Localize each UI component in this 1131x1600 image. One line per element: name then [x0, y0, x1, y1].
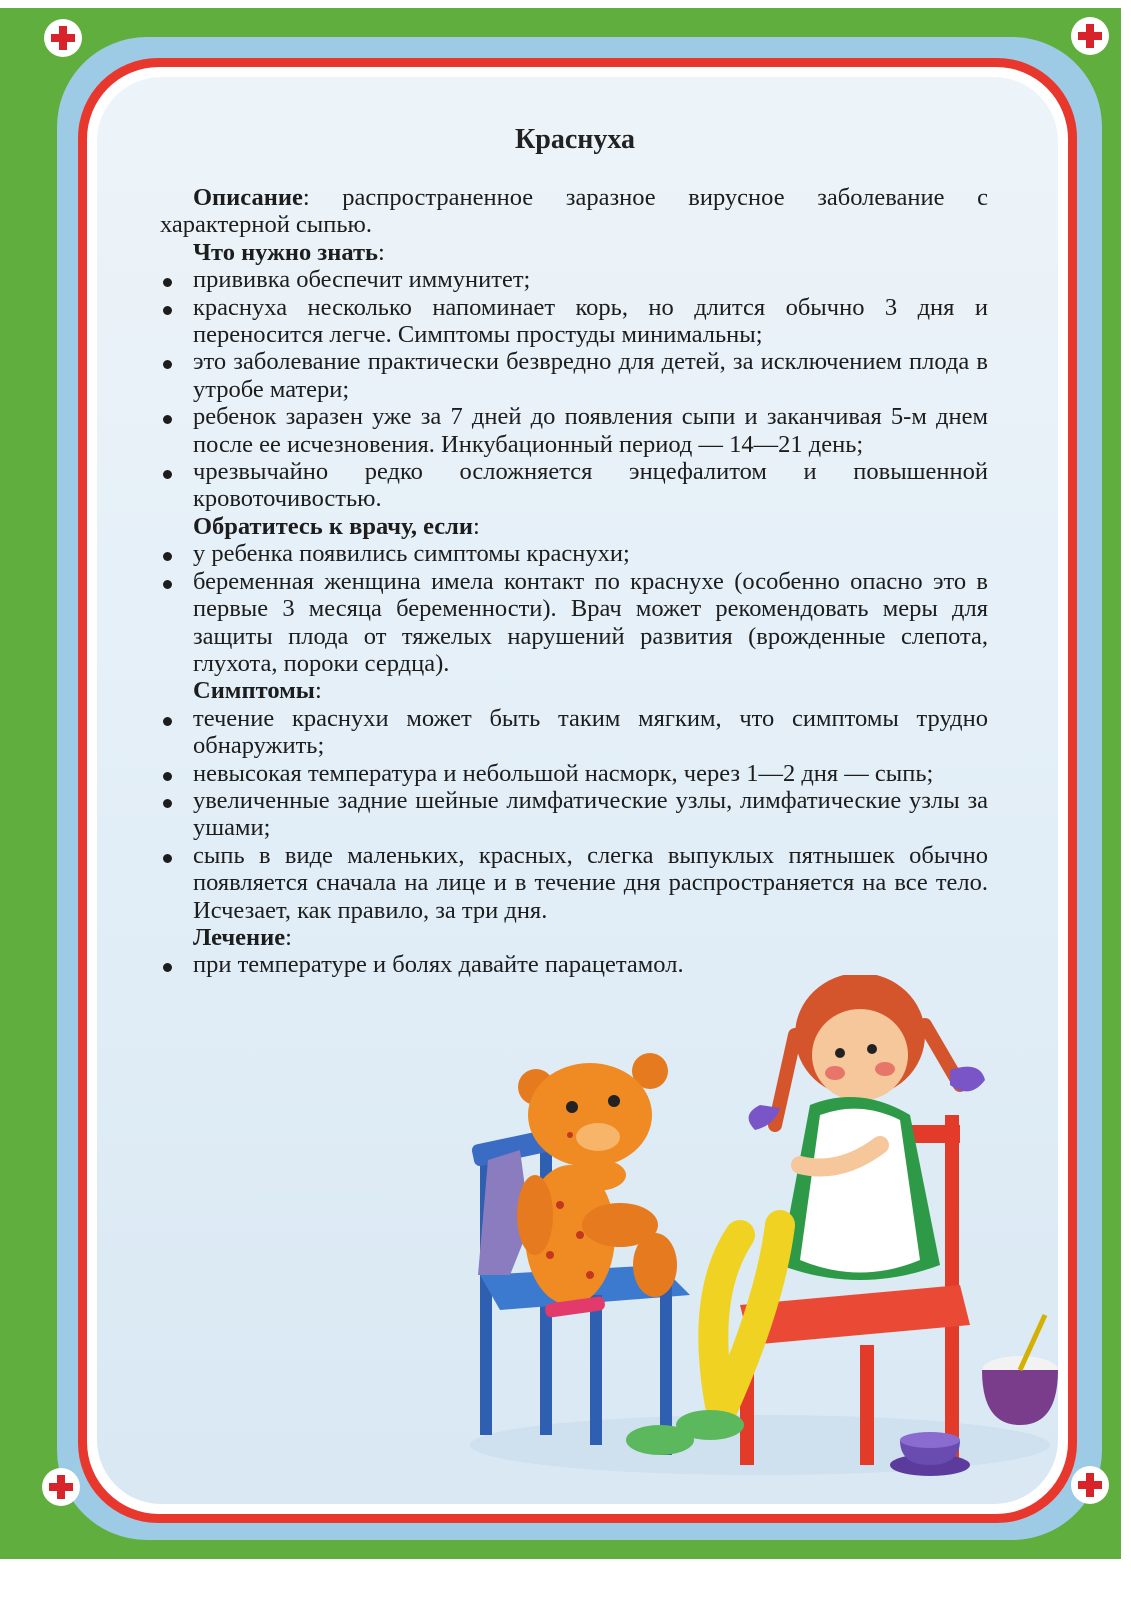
list-item: у ребенка появились симптомы краснухи; — [160, 540, 988, 567]
list-item: чрезвычайно редко осложняется энцефалитом и повышенной кровоточивостью. — [160, 458, 988, 513]
red-cross-icon — [1071, 17, 1109, 55]
list-item: увеличенные задние шейные лимфатические узлы, лимфатические узлы за ушами; — [160, 787, 988, 842]
section-heading: Симптомы: — [193, 677, 322, 705]
section-heading: Лечение: — [193, 923, 292, 951]
section-heading-label: Что нужно знать — [193, 238, 378, 266]
section-see-doctor — [160, 513, 988, 677]
document-body — [160, 184, 988, 979]
red-cross-icon — [1071, 1466, 1109, 1504]
list-item: краснуха несколько напоминает корь, но длится обычно 3 дня и переносится легче. Симптомы простуды минимальны; — [160, 294, 988, 349]
red-cross-icon — [42, 1468, 80, 1506]
bullet-list — [160, 540, 988, 677]
pot-with-spoon — [982, 1315, 1058, 1425]
description-text: : распространенное заразное вирусное заболевание с характерной сыпью. — [160, 184, 988, 239]
section-treatment — [160, 924, 988, 979]
page-title: Краснуха — [514, 124, 636, 155]
section-heading-label: Лечение — [193, 923, 286, 951]
teddy-bear — [517, 1053, 677, 1305]
list-item: беременная женщина имела контакт по краснухе (особенно опасно это в первые 3 месяца беременности). Врач может рекомендовать меры для защиты плода от тяжелых нарушений развития (врожденные слепота, глухота, пороки сердца). — [160, 568, 988, 678]
section-what-to-know — [160, 239, 988, 513]
list-item: течение краснухи может быть таким мягким, что симптомы трудно обнаружить; — [160, 705, 988, 760]
list-item: это заболевание практически безвредно для детей, за исключением плода в утробе матери; — [160, 348, 988, 403]
bullet-list — [160, 705, 988, 924]
section-heading: Обратитесь к врачу, если: — [193, 512, 480, 540]
list-item: прививка обеспечит иммунитет; — [160, 266, 988, 293]
description-paragraph — [160, 184, 988, 239]
section-heading: Что нужно знать: — [193, 238, 385, 266]
red-cross-icon — [44, 19, 82, 57]
section-heading-label: Обратитесь к врачу, если — [193, 512, 474, 540]
list-item: ребенок заразен уже за 7 дней до появления сыпи и заканчивая 5-м днем после ее исчезновения. Инкубационный период — 14—21 день; — [160, 403, 988, 458]
section-heading-label: Симптомы — [193, 677, 315, 705]
sick-girl-and-teddy-illustration — [440, 975, 1060, 1495]
list-item: невысокая температура и небольшой насморк, через 1—2 дня — сыпь; — [160, 760, 988, 787]
description-label: Описание — [193, 184, 303, 211]
section-symptoms — [160, 677, 988, 924]
girl-figure — [626, 975, 985, 1455]
list-item: при температуре и болях давайте парацетамол. — [160, 951, 988, 978]
bullet-list — [160, 266, 988, 513]
list-item: сыпь в виде маленьких, красных, слегка выпуклых пятнышек обычно появляется сначала на лице и в течение дня распространяется на все тело. Исчезает, как правило, за три дня. — [160, 842, 988, 924]
